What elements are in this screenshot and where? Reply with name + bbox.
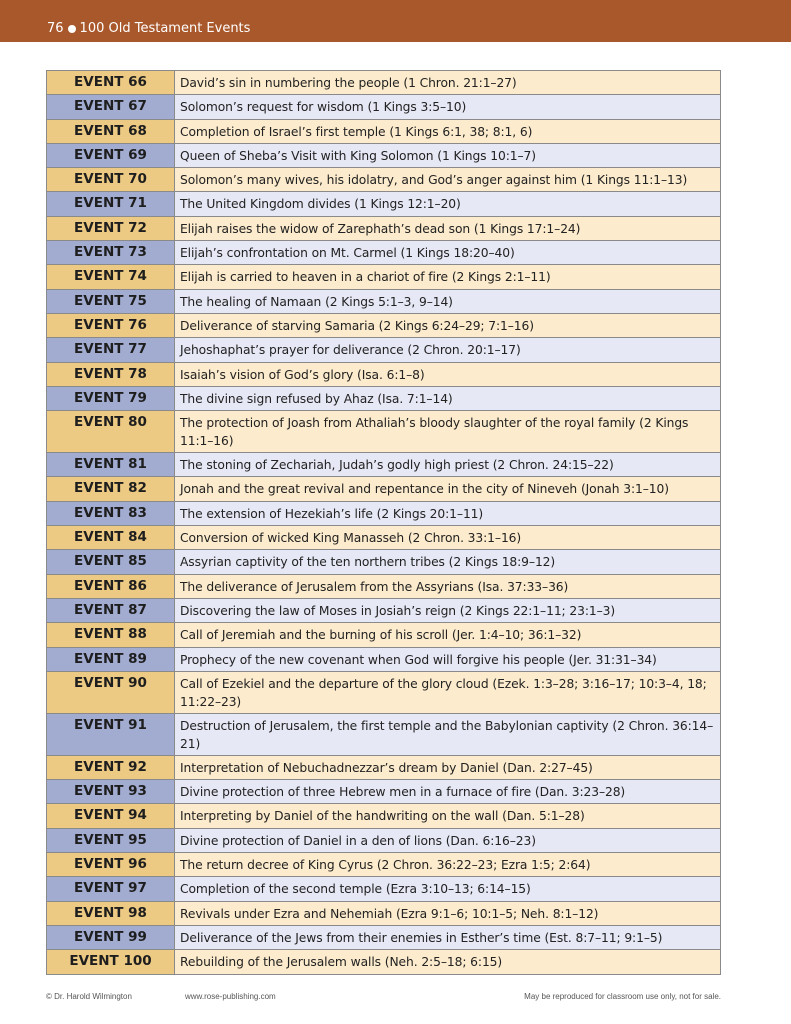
event-label: EVENT 94 [47,804,175,828]
table-row [47,647,721,671]
event-description: The divine sign refused by Ahaz (Isa. 7:1–14) [175,386,721,410]
table-row [47,550,721,574]
table-row [47,713,721,755]
event-label: EVENT 71 [47,192,175,216]
event-description: Isaiah’s vision of God’s glory (Isa. 6:1–8) [175,362,721,386]
table-row [47,901,721,925]
table-row [47,526,721,550]
event-label: EVENT 92 [47,755,175,779]
event-description: Completion of Israel’s first temple (1 Kings 6:1, 38; 8:1, 6) [175,119,721,143]
event-label: EVENT 85 [47,550,175,574]
event-description: Jehoshaphat’s prayer for deliverance (2 Chron. 20:1–17) [175,338,721,362]
table-row [47,71,721,95]
event-label: EVENT 74 [47,265,175,289]
event-label: EVENT 77 [47,338,175,362]
event-label: EVENT 99 [47,925,175,949]
footer-author: © Dr. Harold Wilmington [46,992,132,1001]
event-description: Revivals under Ezra and Nehemiah (Ezra 9:1–6; 10:1–5; Neh. 8:1–12) [175,901,721,925]
event-label: EVENT 88 [47,623,175,647]
table-row [47,216,721,240]
footer-notice: May be reproduced for classroom use only, not for sale. [524,992,721,1001]
event-description: Queen of Sheba’s Visit with King Solomon (1 Kings 10:1–7) [175,143,721,167]
event-label: EVENT 68 [47,119,175,143]
event-label: EVENT 66 [47,71,175,95]
event-description: Prophecy of the new covenant when God will forgive his people (Jer. 31:31–34) [175,647,721,671]
event-label: EVENT 96 [47,853,175,877]
event-description: Solomon’s request for wisdom (1 Kings 3:5–10) [175,95,721,119]
bullet-icon [68,25,76,33]
events-table [46,70,721,975]
table-row [47,265,721,289]
event-label: EVENT 83 [47,501,175,525]
event-description: Interpreting by Daniel of the handwriting on the wall (Dan. 5:1–28) [175,804,721,828]
event-label: EVENT 100 [47,950,175,974]
event-description: Elijah is carried to heaven in a chariot of fire (2 Kings 2:1–11) [175,265,721,289]
event-label: EVENT 82 [47,477,175,501]
table-row [47,143,721,167]
table-row [47,828,721,852]
table-row [47,598,721,622]
event-label: EVENT 78 [47,362,175,386]
event-label: EVENT 98 [47,901,175,925]
table-row [47,925,721,949]
event-description: Destruction of Jerusalem, the first temple and the Babylonian captivity (2 Chron. 36:14–21) [175,713,721,755]
table-row [47,501,721,525]
event-description: The protection of Joash from Athaliah’s bloody slaughter of the royal family (2 Kings 11:1–16) [175,411,721,453]
table-row [47,877,721,901]
event-label: EVENT 90 [47,671,175,713]
table-row [47,804,721,828]
page-number: 76 [47,21,64,36]
event-description: Discovering the law of Moses in Josiah’s reign (2 Kings 22:1–11; 23:1–3) [175,598,721,622]
table-row [47,386,721,410]
event-description: Elijah raises the widow of Zarephath’s dead son (1 Kings 17:1–24) [175,216,721,240]
event-description: Divine protection of three Hebrew men in a furnace of fire (Dan. 3:23–28) [175,780,721,804]
table-row [47,338,721,362]
table-row [47,289,721,313]
table-row [47,853,721,877]
table-row [47,411,721,453]
event-description: The stoning of Zechariah, Judah’s godly high priest (2 Chron. 24:15–22) [175,453,721,477]
table-row [47,119,721,143]
event-label: EVENT 79 [47,386,175,410]
event-description: The deliverance of Jerusalem from the Assyrians (Isa. 37:33–36) [175,574,721,598]
event-label: EVENT 91 [47,713,175,755]
event-label: EVENT 93 [47,780,175,804]
event-label: EVENT 76 [47,313,175,337]
event-label: EVENT 87 [47,598,175,622]
table-row [47,755,721,779]
header-title [47,21,250,36]
event-description: Assyrian captivity of the ten northern tribes (2 Kings 18:9–12) [175,550,721,574]
event-description: Jonah and the great revival and repentance in the city of Nineveh (Jonah 3:1–10) [175,477,721,501]
event-description: Completion of the second temple (Ezra 3:10–13; 6:14–15) [175,877,721,901]
table-row [47,671,721,713]
event-label: EVENT 86 [47,574,175,598]
event-label: EVENT 84 [47,526,175,550]
table-row [47,950,721,974]
event-label: EVENT 89 [47,647,175,671]
event-description: David’s sin in numbering the people (1 Chron. 21:1–27) [175,71,721,95]
event-label: EVENT 73 [47,241,175,265]
event-label: EVENT 67 [47,95,175,119]
table-row [47,168,721,192]
event-description: Deliverance of the Jews from their enemies in Esther’s time (Est. 8:7–11; 9:1–5) [175,925,721,949]
event-label: EVENT 95 [47,828,175,852]
footer-website[interactable]: www.rose-publishing.com [185,992,276,1001]
table-row [47,313,721,337]
event-label: EVENT 97 [47,877,175,901]
event-description: Interpretation of Nebuchadnezzar’s dream by Daniel (Dan. 2:27–45) [175,755,721,779]
event-description: Solomon’s many wives, his idolatry, and God’s anger against him (1 Kings 11:1–13) [175,168,721,192]
table-row [47,192,721,216]
table-row [47,362,721,386]
event-description: The United Kingdom divides (1 Kings 12:1–20) [175,192,721,216]
page-header [0,0,791,42]
event-description: Divine protection of Daniel in a den of lions (Dan. 6:16–23) [175,828,721,852]
event-label: EVENT 72 [47,216,175,240]
event-description: The healing of Namaan (2 Kings 5:1–3, 9–14) [175,289,721,313]
table-row [47,477,721,501]
event-label: EVENT 75 [47,289,175,313]
event-label: EVENT 69 [47,143,175,167]
table-row [47,241,721,265]
event-description: The return decree of King Cyrus (2 Chron. 36:22–23; Ezra 1:5; 2:64) [175,853,721,877]
table-row [47,95,721,119]
table-row [47,574,721,598]
event-description: The extension of Hezekiah’s life (2 Kings 20:1–11) [175,501,721,525]
event-label: EVENT 70 [47,168,175,192]
table-row [47,780,721,804]
table-row [47,453,721,477]
section-title: 100 Old Testament Events [79,21,251,36]
event-description: Deliverance of starving Samaria (2 Kings 6:24–29; 7:1–16) [175,313,721,337]
table-row [47,623,721,647]
event-description: Call of Ezekiel and the departure of the glory cloud (Ezek. 1:3–28; 3:16–17; 10:3–4, 18; 11:22–23) [175,671,721,713]
event-description: Call of Jeremiah and the burning of his scroll (Jer. 1:4–10; 36:1–32) [175,623,721,647]
event-description: Conversion of wicked King Manasseh (2 Chron. 33:1–16) [175,526,721,550]
event-label: EVENT 81 [47,453,175,477]
event-label: EVENT 80 [47,411,175,453]
event-description: Elijah’s confrontation on Mt. Carmel (1 Kings 18:20–40) [175,241,721,265]
event-description: Rebuilding of the Jerusalem walls (Neh. 2:5–18; 6:15) [175,950,721,974]
